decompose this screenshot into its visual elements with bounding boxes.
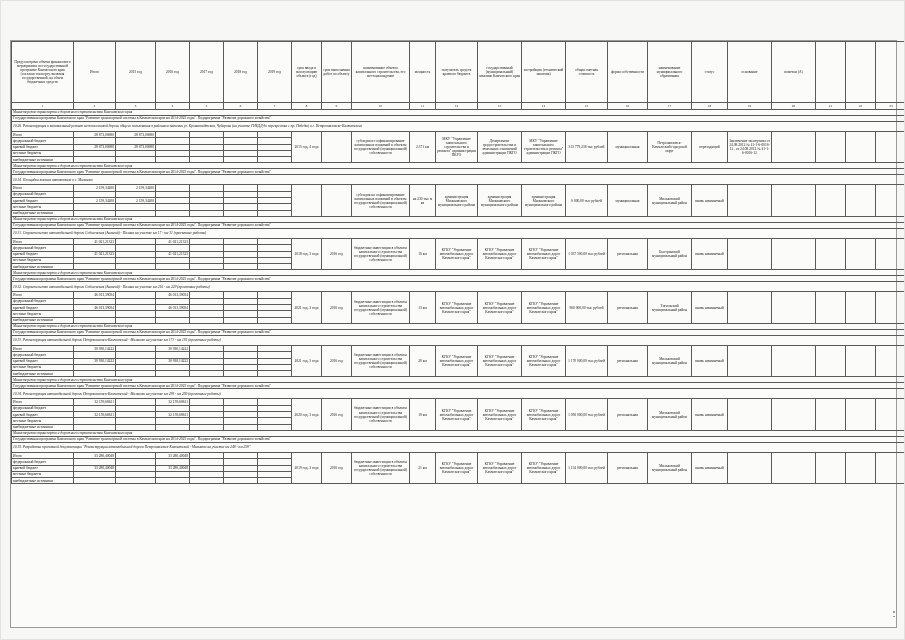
builder-cell: КГКУ "Управление автомобильных дорог Камчатского края" (522, 292, 566, 323)
builder-cell: администрация Мильковского муниципального района (522, 185, 566, 216)
term-cell (322, 132, 352, 163)
finance-label: краевой бюджет (12, 198, 74, 204)
recipient-cell: КГКУ "Управление автомобильных дорог Камчатского края" (436, 292, 478, 323)
finance-2016: 32 159,68611 (156, 399, 190, 405)
mo-cell: Мильковский муниципальный район (648, 452, 692, 483)
column-number-cell: 13 (478, 103, 522, 110)
column-number-cell: 22 (846, 103, 876, 110)
object-type-cell: субсидия на софинансирование капитальных вложений в объекты государственной (муниципальной) собственности (352, 185, 410, 216)
header-cell: государственный (муниципальный) заказчик Камчатского края (478, 42, 522, 103)
finance-2016: 32 159,68611 (156, 412, 190, 418)
recipient-cell: КГКУ "Управление автомобильных дорог Камчатского края" (436, 238, 478, 269)
header-cell: мощность (410, 42, 436, 103)
finance-label: местные бюджеты (12, 257, 74, 263)
note-cell (772, 238, 816, 269)
column-number-cell: 23 (876, 103, 905, 110)
mo-cell: Мильковский муниципальный район (648, 345, 692, 376)
section-title: Министерство транспорта и дорожного строительства Камчатского края (12, 377, 905, 383)
column-number-cell: 19 (728, 103, 772, 110)
term-cell: 2016 год (322, 292, 352, 323)
finance-2015 (116, 478, 156, 484)
customer-cell: администрация Мильковского муниципального района (478, 185, 522, 216)
header-cell: 2018 год (224, 42, 258, 103)
finance-total: 46 013,39054 (74, 292, 116, 298)
finance-row (12, 132, 905, 138)
section-title: Министерство транспорта и дорожного строительства Камчатского края (12, 323, 905, 329)
builder-cell: КГКУ "Управление автомобильных дорог Камчатского края" (522, 452, 566, 483)
finance-label: Итого (12, 292, 74, 298)
year-cell: 2021 год, 3 года (292, 345, 322, 376)
header-cell: Предусмотрено объема финансового мероприятия по государственной программе Камчатского края (согласно паспорту, включая государственной, на объем бюджетных средств (12, 42, 74, 103)
builder-cell: КГКУ "Управление автомобильных дорог Камчатского края" (522, 238, 566, 269)
finance-label: краевой бюджет (12, 144, 74, 150)
header-row (12, 42, 905, 103)
term-cell: 2016 год (322, 452, 352, 483)
column-number-cell: 11 (410, 103, 436, 110)
cost-cell: 1 050 000,00 тыс рублей (566, 399, 608, 430)
note-cell (772, 132, 816, 163)
note-cell (846, 399, 876, 430)
status-cell: вновь начинаемый (692, 292, 728, 323)
finance-total: 30 930,14222 (74, 345, 116, 351)
finance-label: Итого (12, 185, 74, 191)
finance-total: 30 930,14222 (74, 358, 116, 364)
mo-cell: Мильковский муниципальный район (648, 399, 692, 430)
finance-total: 2 159,34200 (74, 185, 116, 191)
note-cell (846, 452, 876, 483)
column-number-cell: 5 (190, 103, 224, 110)
finance-label: федеральный бюджет (12, 459, 74, 465)
header-cell: основание (728, 42, 772, 103)
section-title: Министерство транспорта и дорожного строительства Камчатского края (12, 270, 905, 276)
header-cell: пометки (А) (772, 42, 816, 103)
finance-label: Итого (12, 238, 74, 244)
investment-table (11, 41, 905, 484)
object-title: 10.32. Строительство автомобильной дороги Соболевская (Анавгай) - Палана на участке км 216 - км 229 (проектные работы) (12, 282, 905, 292)
year-cell: 2018 год, 3 года (292, 238, 322, 269)
column-number-cell: 20 (772, 103, 816, 110)
object-title-row (12, 228, 905, 238)
note-cell (772, 452, 816, 483)
object-title: 10.35. Разработка проектной документации "Реконструкция автомобильной дороги Петропавловск-Камчатский - Мильково на участке км 248 - км 259" (12, 442, 905, 452)
status-cell: вновь начинаемый (692, 185, 728, 216)
column-number-cell: 18 (692, 103, 728, 110)
note-cell (876, 345, 905, 376)
finance-total: 28 673,00690 (74, 144, 116, 150)
finance-label: краевой бюджет (12, 251, 74, 257)
cost-cell: 313 779,238 тыс рублей (566, 132, 608, 163)
object-type-cell: бюджетные инвестиции в объекты капитального строительства государственной (муниципальной) собственности (352, 292, 410, 323)
finance-total: 33 280,40048 (74, 452, 116, 458)
power-cell: 21 км (410, 452, 436, 483)
builder-cell: КГКУ "Управление автомобильных дорог Камчатского края" (522, 399, 566, 430)
program-title: Государственная программа Камчатского края "Развитие транспортной системы в Камчатском крае на 2014-2025 годы". Подпрограмма "Развитие дорожного хозяйства" (12, 436, 905, 442)
basis-cell (728, 292, 772, 323)
finance-total: 41 021,21323 (74, 251, 116, 257)
power-cell: 16 км (410, 238, 436, 269)
note-cell (876, 185, 905, 216)
section-title: Министерство транспорта и дорожного строительства Камчатского края (12, 430, 905, 436)
program-title: Государственная программа Камчатского края "Развитие транспортной системы в Камчатском крае на 2014-2025 годы". Подпрограмма "Развитие дорожного хозяйства" (12, 276, 905, 282)
header-cell: срок выполнения работ по объекту (322, 42, 352, 103)
customer-cell: КГКУ "Управление автомобильных дорог Камчатского края" (478, 238, 522, 269)
finance-label: Итого (12, 452, 74, 458)
object-title: 10.34. Реконструкция автомобильной дороги Петропавловск-Камчатский - Мильково на участке км 239 - км 259 (проектные работы) (12, 389, 905, 399)
object-title-row (12, 335, 905, 345)
power-cell: на 230 тыс м кв (410, 185, 436, 216)
header-cell: 2015 год (116, 42, 156, 103)
object-type-cell: бюджетные инвестиции в объекты капитального строительства государственной (муниципальной) собственности (352, 452, 410, 483)
basis-cell: Заключение экспертизы от 24.08.2012 № 41-1-6-0016-12 , от 24.08.2012 № 41-1-6-0016-12 (728, 132, 772, 163)
program-title: Государственная программа Камчатского края "Развитие транспортной системы в Камчатском крае на 2014-2025 годы". Подпрограмма "Развитие дорожного хозяйства" (12, 169, 905, 175)
finance-label: краевой бюджет (12, 305, 74, 311)
finance-label: краевой бюджет (12, 358, 74, 364)
year-cell: 2019 год, 3 года (292, 452, 322, 483)
finance-total: 2 159,34200 (74, 198, 116, 204)
basis-cell (728, 238, 772, 269)
note-cell (816, 132, 846, 163)
column-number-cell: 16 (608, 103, 648, 110)
finance-label: краевой бюджет (12, 412, 74, 418)
finance-2016: 33 280,40048 (156, 465, 190, 471)
cost-cell: 960 000,00 тыс рублей (566, 292, 608, 323)
basis-cell (728, 452, 772, 483)
header-cell: наименование объекта капитального строительства, его местонахождение (352, 42, 410, 103)
note-cell (846, 185, 876, 216)
finance-2015: 2 159,34200 (116, 198, 156, 204)
column-number-row (12, 103, 905, 110)
note-cell (772, 399, 816, 430)
column-number-cell: 8 (292, 103, 322, 110)
finance-2019 (258, 478, 292, 484)
column-number-cell: 1 (12, 103, 74, 110)
note-cell (846, 132, 876, 163)
header-cell (876, 42, 905, 103)
note-cell (816, 452, 846, 483)
finance-label: местные бюджеты (12, 311, 74, 317)
finance-label: местные бюджеты (12, 418, 74, 424)
form-cell: региональная (608, 238, 648, 269)
column-number-cell: 17 (648, 103, 692, 110)
mo-cell: Мильковский муниципальный район (648, 185, 692, 216)
finance-total: 32 159,68611 (74, 412, 116, 418)
finance-label: внебюджетные источники (12, 264, 74, 270)
recipient-cell: КГКУ "Управление автомобильных дорог Камчатского края" (436, 452, 478, 483)
note-cell (816, 345, 846, 376)
program-title: Государственная программа Камчатского края "Развитие транспортной системы в Камчатском крае на 2014-2025 годы". Подпрограмма "Развитие дорожного хозяйства" (12, 383, 905, 389)
object-title: 10.31. Строительство автомобильной дороги Соболевская (Анавгай) - Палана на участке км 17 - км 31 (проектные работы) (12, 228, 905, 238)
status-cell: вновь начинаемый (692, 399, 728, 430)
form-cell: региональная (608, 399, 648, 430)
header-cell: 2019 год (258, 42, 292, 103)
header-cell: статус (692, 42, 728, 103)
cost-cell: 1 134 000,00 тыс рублей (566, 452, 608, 483)
section-title: Министерство транспорта и дорожного строительства Камчатского края (12, 163, 905, 169)
year-cell: 2015 год, 4 года (292, 132, 322, 163)
finance-label: федеральный бюджет (12, 191, 74, 197)
builder-cell: МКУ "Управление капитального строительства и ремонта" администрации ПКГО (522, 132, 566, 163)
finance-total: 33 280,40048 (74, 465, 116, 471)
year-cell (292, 185, 322, 216)
finance-2015: 2 159,34200 (116, 185, 156, 191)
header-cell: наименование муниципального образования (648, 42, 692, 103)
mo-cell: Быстринский муниципальный район (648, 238, 692, 269)
header-cell: застройщик (технический заказчик) (522, 42, 566, 103)
program-title: Государственная программа Камчатского края "Развитие транспортной системы в Камчатском крае на 2014-2025 годы". Подпрограмма "Развитие дорожного хозяйства" (12, 116, 905, 122)
object-title: 10.34. Площадка вокзала автовокзала в с. Мильково (12, 175, 905, 185)
form-cell: региональная (608, 452, 648, 483)
form-cell: региональная (608, 292, 648, 323)
finance-label: Итого (12, 132, 74, 138)
note-cell (816, 238, 846, 269)
object-type-cell: бюджетные инвестиции в объекты капитального строительства государственной (муниципальной) собственности (352, 399, 410, 430)
note-cell (816, 292, 846, 323)
header-cell: форма собственности (608, 42, 648, 103)
finance-2016: 41 021,21323 (156, 238, 190, 244)
header-cell: 2016 год (156, 42, 190, 103)
finance-label: внебюджетные источники (12, 157, 74, 163)
note-cell (846, 345, 876, 376)
object-type-cell: бюджетные инвестиции в объекты капитального строительства государственной (муниципальной) собственности (352, 238, 410, 269)
finance-2016: 46 013,39054 (156, 305, 190, 311)
note-cell (876, 399, 905, 430)
cost-cell: 1 170 000,00 тыс рублей (566, 345, 608, 376)
finance-label: внебюджетные источники (12, 371, 74, 377)
object-title: 10.33. Реконструкция автомобильной дороги Петропавловск-Камчатский - Мильково на участке км 171 - км 191 (проектные работы) (12, 335, 905, 345)
finance-2016 (156, 478, 190, 484)
finance-label: внебюджетные источники (12, 424, 74, 430)
header-cell: общая сметная стоимость (566, 42, 608, 103)
finance-total (74, 478, 116, 484)
object-title-row (12, 175, 905, 185)
note-cell (876, 452, 905, 483)
finance-total: 41 021,21323 (74, 238, 116, 244)
header-cell: срок ввода в эксплуатацию объекта (год) (292, 42, 322, 103)
status-cell: переходящий (692, 132, 728, 163)
status-cell: вновь начинаемый (692, 345, 728, 376)
recipient-cell: КГКУ "Управление автомобильных дорог Камчатского края" (436, 345, 478, 376)
object-type-cell: субсидия из софинансирование капитальных вложений в объекты государственной (муниципальной) собственности (352, 132, 410, 163)
finance-2016: 30 930,14222 (156, 345, 190, 351)
builder-cell: КГКУ "Управление автомобильных дорог Камчатского края" (522, 345, 566, 376)
column-number-cell: 14 (522, 103, 566, 110)
basis-cell (728, 399, 772, 430)
object-title-row (12, 282, 905, 292)
note-cell (816, 185, 846, 216)
object-type-cell: бюджетные инвестиции в объекты капитального строительства государственной (муниципальной) собственности (352, 345, 410, 376)
finance-label: внебюджетные источники (12, 478, 74, 484)
table-sheet (10, 40, 897, 628)
column-number-cell: 2 (74, 103, 116, 110)
column-number-cell: 7 (258, 103, 292, 110)
customer-cell: КГКУ "Управление автомобильных дорог Камчатского края" (478, 292, 522, 323)
finance-label: Итого (12, 399, 74, 405)
finance-2018 (224, 478, 258, 484)
mo-cell: Петропавловск-Камчатский городской округ (648, 132, 692, 163)
customer-cell: Департамент градостроительства и земельных отношений администрации ПКГО (478, 132, 522, 163)
finance-label: федеральный бюджет (12, 405, 74, 411)
note-cell (772, 185, 816, 216)
finance-total: 32 159,68611 (74, 399, 116, 405)
column-number-cell: 4 (156, 103, 190, 110)
term-cell: 2016 год (322, 399, 352, 430)
recipient-cell: администрация Мильковского муниципального района (436, 185, 478, 216)
finance-label: федеральный бюджет (12, 298, 74, 304)
power-cell: 2,371 км (410, 132, 436, 163)
program-title: Государственная программа Камчатского края "Развитие транспортной системы в Камчатском крае на 2014-2025 годы". Подпрограмма "Развитие дорожного хозяйства" (12, 222, 905, 228)
basis-cell (728, 185, 772, 216)
column-number-cell: 12 (436, 103, 478, 110)
column-number-cell: 10 (352, 103, 410, 110)
term-cell (322, 185, 352, 216)
customer-cell: КГКУ "Управление автомобильных дорог Камчатского края" (478, 345, 522, 376)
finance-label: Итого (12, 345, 74, 351)
status-cell: вновь начинаемый (692, 452, 728, 483)
object-title-row (12, 442, 905, 452)
column-number-cell: 3 (116, 103, 156, 110)
mo-cell: Тигильский муниципальный район (648, 292, 692, 323)
finance-label: местные бюджеты (12, 204, 74, 210)
recipient-cell: МКУ "Управление капитального строительства и ремонта" администрации ПКГО (436, 132, 478, 163)
header-cell: получатель средств краевого бюджета (436, 42, 478, 103)
form-cell: муниципальная (608, 185, 648, 216)
finance-2017 (190, 478, 224, 484)
status-cell: вновь начинаемый (692, 238, 728, 269)
form-cell: региональная (608, 345, 648, 376)
column-number-cell: 15 (566, 103, 608, 110)
header-cell: Итого (74, 42, 116, 103)
term-cell: 2016 год (322, 238, 352, 269)
column-number-cell: 9 (322, 103, 352, 110)
finance-label: местные бюджеты (12, 364, 74, 370)
margin-marks (891, 608, 897, 622)
header-cell (846, 42, 876, 103)
form-cell: муниципальная (608, 132, 648, 163)
cost-cell: 1 037 500,00 тыс рублей (566, 238, 608, 269)
finance-2016: 46 013,39054 (156, 292, 190, 298)
year-cell: 2021 год, 3 года (292, 292, 322, 323)
object-title-row (12, 122, 905, 132)
finance-2016: 41 021,21323 (156, 251, 190, 257)
section-title: Министерство транспорта и дорожного строительства Камчатского края (12, 216, 905, 222)
finance-label: местные бюджеты (12, 471, 74, 477)
object-title: 10.26. Реконструкция и капитальный ремонт межпоселковой дороги общего пользования в районном значении ул. Кронштадтская, Чубарова (на участке ГИБДД до перекрестка с пр. Победы) в г. Петропавловске-Камчатском (12, 122, 905, 132)
finance-label: внебюджетные источники (12, 210, 74, 216)
finance-label: федеральный бюджет (12, 352, 74, 358)
customer-cell: КГКУ "Управление автомобильных дорог Камчатского края" (478, 399, 522, 430)
power-cell: 20 км (410, 345, 436, 376)
recipient-cell: КГКУ "Управление автомобильных дорог Камчатского края" (436, 399, 478, 430)
finance-label: внебюджетные источники (12, 317, 74, 323)
finance-label: федеральный бюджет (12, 138, 74, 144)
finance-2016: 33 280,40048 (156, 452, 190, 458)
finance-2015: 28 673,00690 (116, 144, 156, 150)
object-title-row (12, 389, 905, 399)
year-cell: 2020 год, 3 года (292, 399, 322, 430)
column-number-cell: 21 (816, 103, 846, 110)
program-title: Государственная программа Камчатского края "Развитие транспортной системы в Камчатском крае на 2014-2025 годы". Подпрограмма "Развитие дорожного хозяйства" (12, 329, 905, 335)
note-cell (846, 238, 876, 269)
note-cell (846, 292, 876, 323)
finance-label: краевой бюджет (12, 465, 74, 471)
column-number-cell: 6 (224, 103, 258, 110)
customer-cell: КГКУ "Управление автомобильных дорог Камчатского края" (478, 452, 522, 483)
note-cell (876, 292, 905, 323)
note-cell (876, 132, 905, 163)
power-cell: 13 км (410, 292, 436, 323)
note-cell (876, 238, 905, 269)
note-cell (772, 292, 816, 323)
finance-label: федеральный бюджет (12, 245, 74, 251)
finance-label: местные бюджеты (12, 150, 74, 156)
finance-2015: 28 673,00690 (116, 132, 156, 138)
header-cell: 2017 год (190, 42, 224, 103)
note-cell (816, 399, 846, 430)
cost-cell: 6 000,00 тыс рублей (566, 185, 608, 216)
section-title: Министерство транспорта и дорожного строительства Камчатского края (12, 110, 905, 116)
note-cell (772, 345, 816, 376)
finance-2016: 30 930,14222 (156, 358, 190, 364)
power-cell: 19 км (410, 399, 436, 430)
basis-cell (728, 345, 772, 376)
finance-total: 46 013,39054 (74, 305, 116, 311)
term-cell: 2016 год (322, 345, 352, 376)
finance-total: 28 673,00690 (74, 132, 116, 138)
header-cell (816, 42, 846, 103)
